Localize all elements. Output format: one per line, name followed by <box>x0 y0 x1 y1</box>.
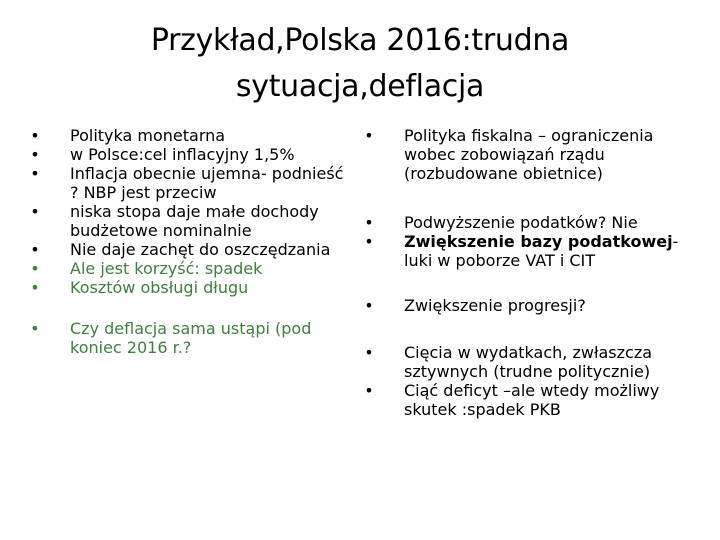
bullet-icon: • <box>30 319 40 338</box>
right-item-6: • Ciąć deficyt –ale wtedy możliwy skutek :spadek PKB <box>362 381 692 419</box>
bullet-icon: • <box>30 164 40 183</box>
bullet-icon: • <box>30 126 40 145</box>
right-item-2: • Podwyższenie podatków? Nie <box>362 213 692 232</box>
bullet-icon: • <box>364 296 374 315</box>
right-bullet-list <box>362 126 692 419</box>
bullet-icon: • <box>30 145 40 164</box>
left-item-7: • Kosztów obsługi długu <box>28 278 346 297</box>
right-item-5: • Cięcia w wydatkach, zwłaszcza sztywnych (trudne politycznie) <box>362 343 692 381</box>
right-item-4: • Zwiększenie progresji? <box>362 296 692 315</box>
left-item-1: • Polityka monetarna <box>28 126 346 145</box>
left-item-4: • niska stopa daje małe dochody budżetowe nominalnie <box>28 202 346 240</box>
bullet-icon: • <box>364 213 374 232</box>
right-item-1: • Polityka fiskalna – ograniczenia wobec zobowiązań rządu (rozbudowane obietnice) <box>362 126 692 183</box>
left-item-8: • Czy deflacja sama ustąpi (pod koniec 2016 r.? <box>28 319 346 357</box>
title-line-2: sytuacja,deflacja <box>235 69 485 104</box>
slide-title <box>60 18 660 110</box>
bullet-icon: • <box>364 381 374 400</box>
left-item-2: • w Polsce:cel inflacyjny 1,5% <box>28 145 346 164</box>
right-item-3: • Zwiększenie bazy podatkowej- luki w poborze VAT i CIT <box>362 232 692 270</box>
left-item-6: • Ale jest korzyść: spadek <box>28 259 346 278</box>
title-line-1: Przykład,Polska 2016:trudna <box>150 23 570 58</box>
bullet-icon: • <box>30 240 40 259</box>
bullet-icon: • <box>364 126 374 145</box>
bullet-icon: • <box>30 278 40 297</box>
bullet-icon: • <box>364 343 374 362</box>
bullet-icon: • <box>364 232 374 251</box>
left-item-3: • Inflacja obecnie ujemna- podnieść ? NBP jest przeciw <box>28 164 346 202</box>
bullet-icon: • <box>30 202 40 221</box>
bullet-icon: • <box>30 259 40 278</box>
left-bullet-list <box>28 126 346 357</box>
left-item-5: • Nie daje zachęt do oszczędzania <box>28 240 346 259</box>
